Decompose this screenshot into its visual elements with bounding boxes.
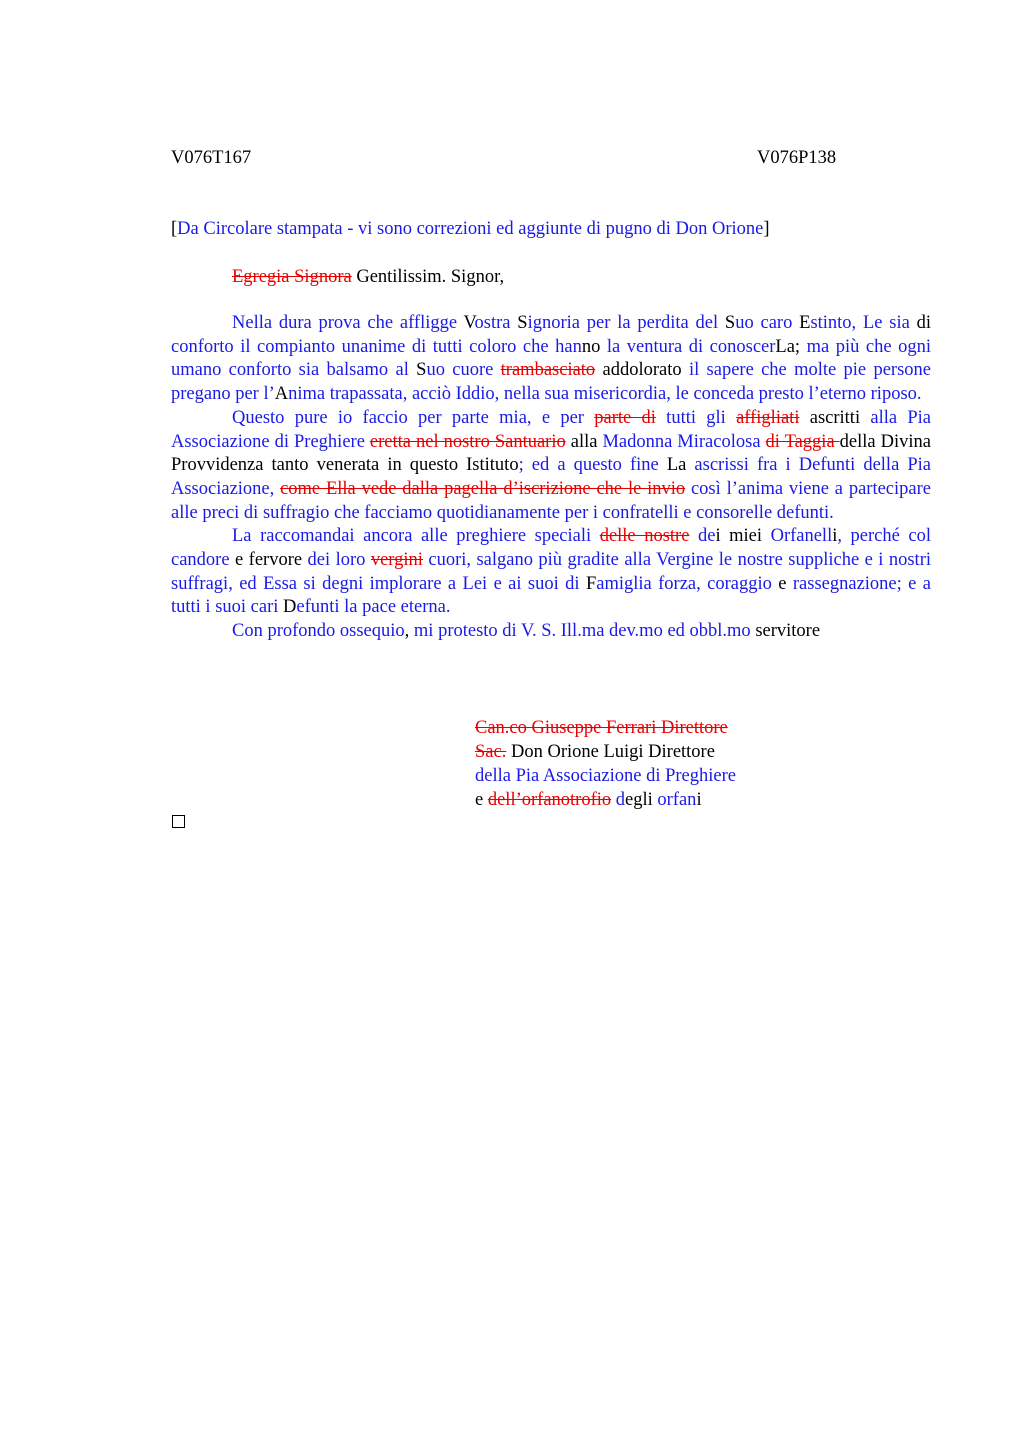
deleted-text: come Ella vede dalla pagella d’iscrizione che le invio — [280, 478, 686, 499]
original-text: ascritti — [799, 407, 871, 428]
letter-paragraph — [171, 620, 931, 644]
added-text: il sapere che molte pie persone pregano per l’ — [171, 360, 931, 405]
original-text: F — [585, 573, 597, 594]
original-text: La — [666, 455, 695, 476]
original-text: La; — [775, 336, 807, 357]
letter-paragraph — [171, 312, 931, 407]
note-text: Da Circolare stampata - vi sono correzioni ed aggiunte di pugno di Don Orione — [177, 219, 764, 239]
added-text: Orfanell — [770, 526, 833, 547]
added-text: de — [689, 526, 716, 547]
deleted-text: affigliati — [736, 407, 800, 428]
document-code-right: V076P138 — [757, 148, 837, 168]
added-text: La raccomandai ancora alle preghiere speciali — [232, 526, 600, 547]
original-text: di — [916, 313, 932, 333]
original-text: addolorato — [595, 360, 689, 381]
added-text: alla Pia Associazione di Preghiere — [171, 407, 932, 452]
added-text: ostra — [474, 313, 518, 333]
added-text: mi protesto di V. S. Ill.ma dev.mo ed obbl.mo — [413, 621, 756, 642]
added-text: Nella dura prova che affligge — [232, 313, 464, 333]
note-close-bracket: ] — [763, 219, 770, 239]
added-text: ascrissi fra i Defunti della Pia Associazione, — [171, 455, 931, 499]
original-text: , — [404, 621, 414, 642]
added-text: orfan — [657, 790, 697, 810]
original-text: servitore — [755, 621, 821, 642]
original-text: della Divina Provvidenza tanto venerata in questo Istituto — [171, 431, 931, 476]
signature-block — [475, 716, 736, 812]
added-text: d — [611, 790, 626, 810]
letter-body — [171, 312, 931, 644]
added-text: conforto il compianto unanime di tutti coloro che han — [171, 336, 582, 357]
added-text: amiglia forza, coraggio — [596, 573, 779, 594]
note-open-bracket: [ — [171, 219, 178, 239]
added-text: stinto, Le sia — [810, 313, 917, 333]
signature-line — [475, 764, 736, 788]
salutation-deleted: Egregia Signora — [232, 267, 352, 287]
original-text: alla — [565, 431, 603, 452]
original-text: S — [724, 313, 736, 333]
deleted-text: Can.co Giuseppe Ferrari Direttore — [475, 718, 728, 738]
deleted-text: trambasciato — [500, 360, 596, 381]
added-text: così l’anima viene a partecipare alle preci di suffragio che facciamo quotidianamente per i confratelli e consorelle defunti. — [171, 478, 931, 523]
original-text: e — [778, 573, 793, 594]
deleted-text: vergini — [370, 550, 423, 571]
added-text: ; ed a questo fine — [518, 455, 667, 476]
signature-line — [475, 716, 736, 740]
added-text: efunti la pace eterna. — [296, 597, 451, 618]
original-text: egli — [625, 790, 658, 810]
original-text: A — [274, 384, 289, 405]
original-text: Don Orione Luigi Direttore — [506, 742, 715, 762]
deleted-text: di Taggia — [765, 431, 840, 452]
original-text: S — [416, 360, 427, 381]
editorial-note — [171, 217, 770, 241]
added-text: uo caro — [735, 313, 800, 333]
original-text: V — [463, 313, 475, 333]
deleted-text: Sac. — [475, 742, 507, 762]
added-text: Con profondo ossequio — [232, 621, 405, 642]
letter-paragraph — [171, 525, 931, 620]
added-text: Madonna Miracolosa — [602, 431, 766, 452]
original-text: S — [517, 313, 528, 333]
deleted-text: eretta nel nostro Santuario — [369, 431, 566, 452]
deleted-text: delle nostre — [599, 526, 690, 547]
added-text: ma più che ogni umano conforto sia balsamo al — [171, 336, 931, 381]
added-text: uo cuore — [426, 360, 501, 381]
original-text: D — [283, 597, 297, 618]
added-text: tutti gli — [655, 407, 737, 428]
deleted-text: parte di — [594, 407, 656, 428]
deleted-text: dell’orfanotrofio — [487, 790, 612, 810]
signature-line — [475, 788, 736, 812]
original-text: e fervore — [235, 550, 308, 571]
added-text: ignoria — [527, 313, 587, 333]
original-text: i — [832, 526, 838, 547]
original-text: E — [799, 313, 811, 333]
added-text: cuori, salgano più gradite alla Vergine le nostre suppliche e i nostri suffragi, ed Essa si degni implorare a Lei e ai suoi di — [171, 550, 931, 594]
added-text: la ventura di conoscer — [606, 336, 776, 357]
salutation — [232, 265, 504, 289]
letter-paragraph — [171, 407, 931, 526]
added-text: per la perdita del — [586, 313, 725, 333]
added-text: della Pia Associazione di Preghiere — [475, 766, 736, 786]
document-code-left: V076T167 — [171, 148, 252, 168]
empty-square-icon — [172, 815, 185, 828]
original-text: i — [696, 790, 702, 810]
added-text: , perché col candore — [171, 526, 931, 571]
added-text: rassegnazione; e a tutti i suoi cari — [171, 573, 931, 618]
original-text: no — [581, 336, 607, 357]
signature-line — [475, 740, 736, 764]
original-text: e — [475, 790, 488, 810]
original-text: i miei — [715, 526, 771, 547]
added-text: dei loro — [307, 550, 371, 571]
added-text: nima trapassata, acciò Iddio, nella sua misericordia, le conceda presto l’eterno riposo. — [288, 384, 922, 405]
added-text: Questo pure io faccio per parte mia, e per — [232, 407, 595, 428]
salutation-text: Gentilissim. Signor, — [351, 267, 505, 287]
